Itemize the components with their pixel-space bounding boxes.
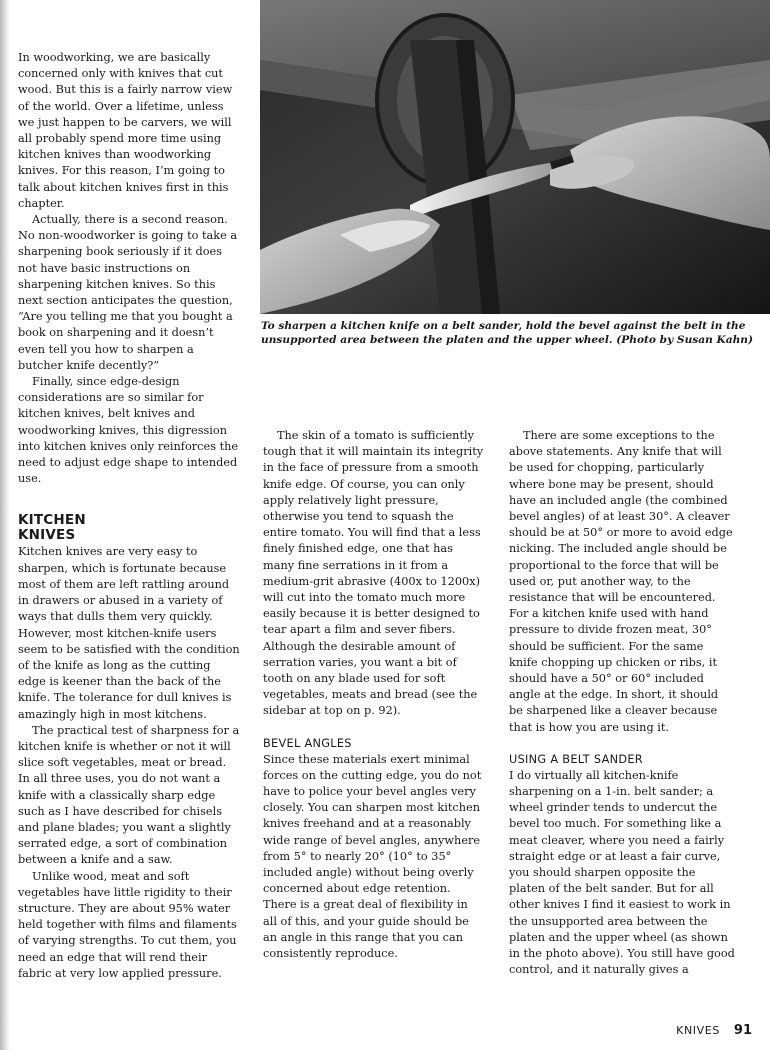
subheading-using-a-belt-sander: USING A BELT SANDER bbox=[509, 752, 643, 766]
subheading-bevel-angles: BEVEL ANGLES bbox=[263, 736, 352, 750]
page-number: 91 bbox=[733, 1023, 752, 1038]
paragraph: Finally, since edge-design considerations are so similar for kitchen knives, belt knives and woodworking knives, this digression into kitchen knives only reinforces the need to adjust edge shape to intended use. bbox=[18, 375, 239, 486]
paragraph: The skin of a tomato is sufficiently tough that it will maintain its integrity in the face of pressure from a smooth knife edge. Of course, you can only apply relatively light pressure, otherwise you tend to squash the entire tomato. You will find that a less finely finished edge, one that has many fine serrations in it from a medium-grit abrasive (400x to 1200x) will cut into the tomato much more easily because it is better designed to tear apart a film and sever fibers. Although the desirable amount of serration varies, you want a bit of tooth on any blade used for soft vegetables, meats and bread (see the sidebar at top on p. 92). bbox=[263, 429, 484, 718]
text-column-2 bbox=[263, 428, 485, 962]
paragraph: Unlike wood, meat and soft vegetables have little rigidity to their structure. They are about 95% water held together with films and filaments of varying strengths. To cut them, you need an edge that will rend their fabric at very low applied pressure. bbox=[18, 869, 237, 980]
paragraph: There are some exceptions to the above statements. Any knife that will be used for chopping, particularly where bone may be present, should have an included angle (the combined bevel angles) of at least 30°. A cleaver should be at 50° or more to avoid edge nicking. The included angle should be proportional to the force that will be used or, put another way, to the resistance that will be encountered. For a kitchen knife used with hand pressure to divide frozen meat, 30° should be sufficient. For the same knife chopping up chicken or ribs, it should have a 50° or 60° included angle at the edge. In short, it should be sharpened like a cleaver because that is how you are using it. bbox=[509, 429, 733, 734]
text-column-3 bbox=[509, 428, 735, 979]
paragraph: Since these materials exert minimal forces on the cutting edge, you do not have to police your bevel angles very closely. You can sharpen most kitchen knives freehand and at a reasonably wide range of bevel angles, anywhere from 5° to nearly 20° (10° to 35° included angle) without being overly concerned about edge retention. There is a great deal of flexibility in all of this, and your guide should be an angle in this range that you can consistently reproduce. bbox=[263, 752, 482, 961]
binding-shadow bbox=[0, 0, 10, 1050]
paragraph: In woodworking, we are basically concerned only with knives that cut wood. But this is a fairly narrow view of the world. Over a lifetime, unless we just happen to be carvers, we will all probably spend more time using kitchen knives than woodworking knives. For this reason, I’m going to talk about kitchen knives first in this chapter. bbox=[18, 51, 233, 210]
belt-sander-photo bbox=[260, 0, 770, 314]
heading-line: KNIVES bbox=[18, 527, 76, 544]
section-heading-kitchen-knives bbox=[18, 513, 240, 543]
paragraph: I do virtually all kitchen-knife sharpening on a 1-in. belt sander; a wheel grinder tends to undercut the bevel too much. For something like a meat cleaver, where you need a fairly straight edge or at least a fair curve, you should sharpen opposite the platen of the belt sander. But for all other knives I find it easiest to work in the unsupported area between the platen and the upper wheel (as shown in the photo above). You still have good control, and it naturally gives a bbox=[509, 768, 735, 977]
running-footer-section: KNIVES bbox=[676, 1024, 720, 1037]
page-footer bbox=[676, 1023, 752, 1038]
paragraph: Kitchen knives are very easy to sharpen, which is fortunate because most of them are left rattling around in drawers or abused in a variety of ways that dulls them very quickly. However, most kitchen-knife users seem to be satisfied with the condition of the knife as long as the cutting edge is keener than the back of the knife. The tolerance for dull knives is amazingly high in most kitchens. bbox=[18, 545, 240, 721]
text-column-1 bbox=[18, 50, 240, 982]
paragraph: The practical test of sharpness for a kitchen knife is whether or not it will slice soft vegetables, meat or bread. In all three uses, you do not want a knife with a classically sharp edge such as I have described for chisels and plane blades; you want a slightly serrated edge, a sort of combination between a knife and a saw. bbox=[18, 723, 240, 867]
heading-line: KITCHEN bbox=[18, 512, 86, 529]
paragraph: Actually, there is a second reason. No non-woodworker is going to take a sharpening book seriously if it does not have basic instructions on sharpening kitchen knives. So this next section anticipates the question, “Are you telling me that you bought a book on sharpening and it doesn’t even tell you how to sharpen a butcher knife decently?” bbox=[18, 213, 238, 372]
photo-caption: To sharpen a kitchen knife on a belt sander, hold the bevel against the belt in the unsupported area between the platen and the upper wheel. (Photo by Susan Kahn) bbox=[261, 320, 753, 347]
